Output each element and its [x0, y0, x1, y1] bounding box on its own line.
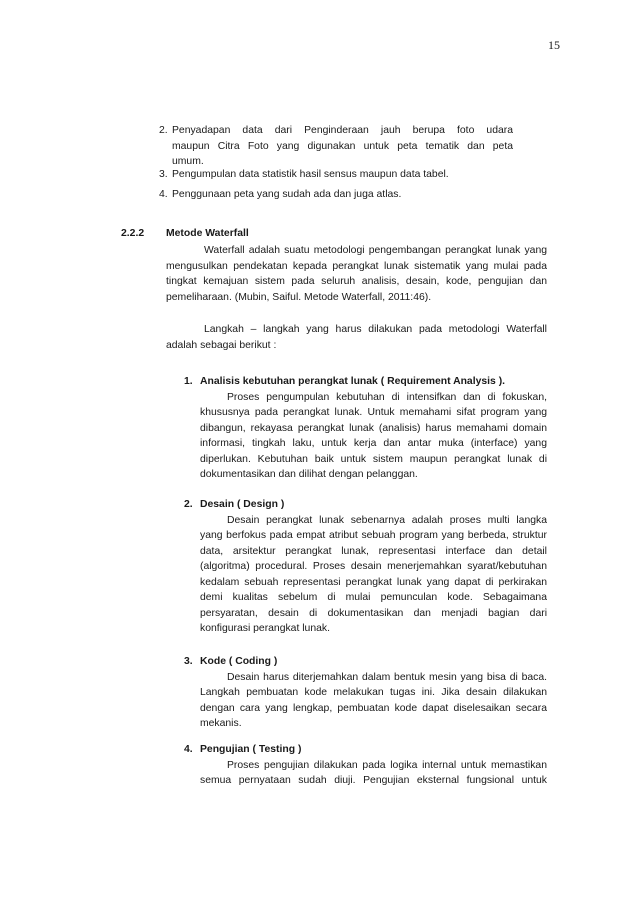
- step-heading: Kode ( Coding ): [200, 656, 278, 667]
- step-heading: Pengujian ( Testing ): [200, 744, 302, 755]
- step-number: 4.: [184, 744, 193, 755]
- text-line: Langkah – langkah yang harus dilakukan pada metodologi Waterfall: [204, 324, 547, 335]
- section-title: Metode Waterfall: [166, 228, 249, 239]
- paragraph: [166, 243, 547, 305]
- step-number: 2.: [184, 499, 193, 510]
- text-line: adalah sebagai berikut :: [166, 339, 277, 351]
- text-line: diperlukan. Kebutuhan baik untuk sistem maupun perangkat lunak di: [200, 453, 547, 465]
- text-line: konfigurasi perangkat lunak.: [200, 623, 330, 634]
- text-line: Desain harus diterjemahkan dalam bentuk mesin yang bisa di baca.: [227, 671, 547, 683]
- page-number: 15: [548, 38, 560, 52]
- text-line: dengan cara yang lengkap, pembuatan kode dapat diselesaikan secara: [200, 702, 547, 714]
- text-line: Langkah pembuatan kode melakukan tugas ini. Jika desain dilakukan: [200, 687, 547, 698]
- text-line: Waterfall adalah suatu metodologi pengembangan perangkat lunak yang: [204, 245, 547, 256]
- text-line: mengusulkan pendekatan kepada perangkat lunak sistematik yang mulai pada: [166, 260, 547, 272]
- text-line: Proses pengujian dilakukan pada logika internal untuk memastikan: [227, 759, 547, 771]
- text-line: demi kualitas sebelum di mulai pemunculan kode. Sebagaimana: [200, 592, 547, 603]
- text-line: kedalam sebuah representasi perangkat lunak yang dapat di perkirakan: [200, 576, 547, 588]
- text-line: persyaratan, desain di dokumentasikan dan menjadi bagian dari: [200, 607, 547, 619]
- text-line: tingkat kemajuan sistem pada seluruh analisis, desain, kode, pengujian dan: [166, 276, 547, 287]
- step-heading: Analisis kebutuhan perangkat lunak ( Requirement Analysis ).: [200, 376, 506, 387]
- text-line: umum.: [172, 156, 204, 167]
- text-line: Pengumpulan data statistik hasil sensus maupun data tabel.: [172, 169, 449, 180]
- text-line: informasi, tingkah laku, untuk kerja dan antar muka (interface) yang: [200, 438, 547, 449]
- list-number: 3.: [159, 169, 168, 180]
- text-line: (algoritma) procedural. Proses desain menerjemahkan syarat/kebutuhan: [200, 561, 547, 572]
- text-line: dokumentasikan dan dilihat dengan pelanggan.: [200, 469, 418, 480]
- step-heading: Desain ( Design ): [200, 499, 285, 510]
- step-number: 3.: [184, 656, 193, 667]
- text-line: dibangun, rekayasa perangkat lunak (analisis) harus memahami domain: [200, 422, 547, 434]
- text-line: khususnya pada perangkat lunak. Untuk memahami sifat program yang: [200, 407, 547, 418]
- list-number: 4.: [159, 189, 168, 200]
- text-line: Desain perangkat lunak sebenarnya adalah proses multi langka: [227, 514, 547, 526]
- section-number: 2.2.2: [121, 228, 145, 239]
- text-line: Proses pengumpulan kebutuhan di intensifkan dan di fokuskan,: [227, 391, 547, 403]
- text-line: pemeliharaan. (Mubin, Saiful. Metode Waterfall, 2011:46).: [166, 291, 432, 303]
- text-line: Penggunaan peta yang sudah ada dan juga atlas.: [172, 189, 402, 200]
- step-number: 1.: [184, 376, 193, 387]
- text-line: yang berfokus pada empat atribut sebuah program yang berbeda, struktur: [200, 530, 547, 541]
- text-line: data, arsitektur perangkat lunak, representasi interface dan detail: [200, 545, 547, 557]
- text-line: maupun Citra Foto yang digunakan untuk peta tematik dan peta: [172, 140, 513, 152]
- paragraph: [166, 322, 547, 353]
- list-number: 2.: [159, 125, 168, 136]
- text-line: Penyadapan data dari Penginderaan jauh berupa foto udara: [172, 125, 513, 136]
- text-line: mekanis.: [200, 718, 242, 729]
- text-line: semua pernyataan sudah diuji. Pengujian eksternal fungsional untuk: [200, 775, 547, 786]
